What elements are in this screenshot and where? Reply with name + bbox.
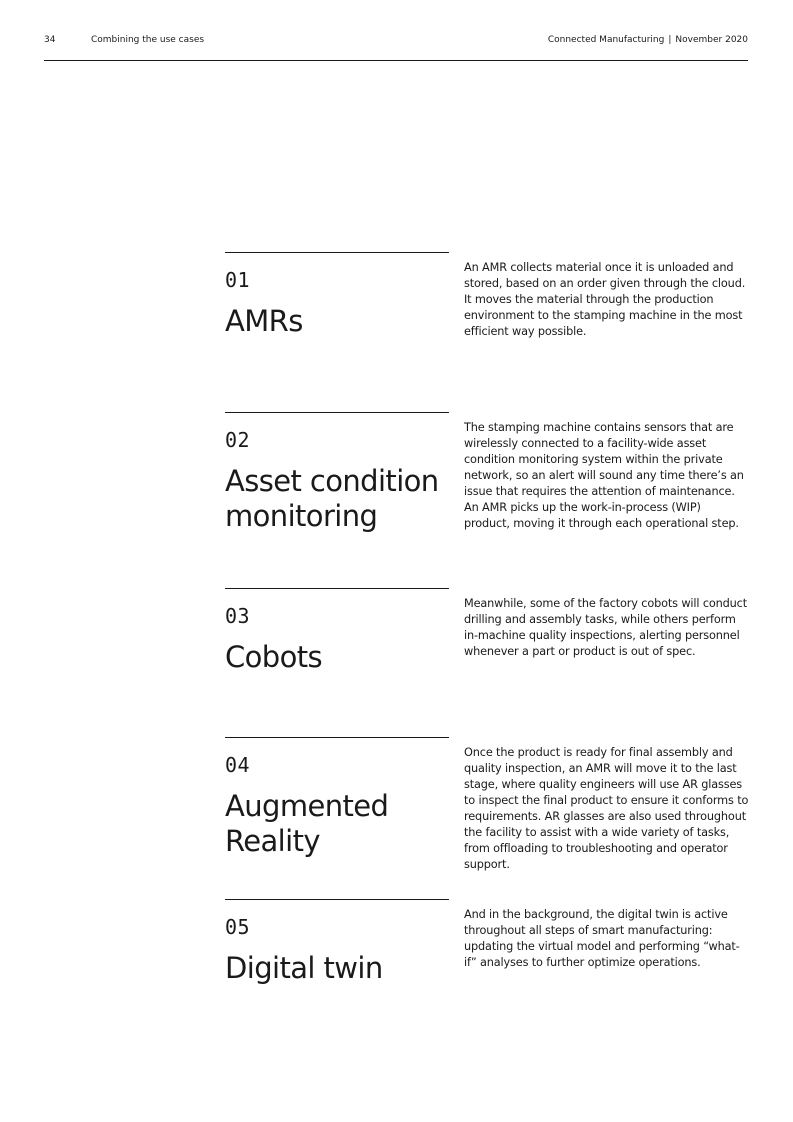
- use-case-description: The stamping machine contains sensors that are wirelessly connected to a facility-wide asset condition monitoring system within the private network, so an alert will sound any time there’s an issue that requires the attention of maintenance. An AMR picks up the work-in-process (WIP) product, moving it through each operational step.: [464, 421, 744, 531]
- use-case-title: Cobots: [225, 640, 323, 674]
- use-case-number: 04: [225, 753, 251, 777]
- divider: [225, 412, 449, 413]
- use-case-description: Meanwhile, some of the factory cobots will conduct drilling and assembly tasks, while others perform in-machine quality inspections, alerting personnel whenever a part or product is out of spec.: [464, 597, 748, 659]
- divider: [225, 588, 449, 589]
- publication-date: November 2020: [675, 35, 748, 45]
- page-header: [44, 30, 748, 61]
- use-case-number: 05: [225, 915, 251, 939]
- page-number: 34: [44, 35, 56, 45]
- divider: [225, 737, 449, 738]
- divider: [225, 252, 449, 253]
- divider: [225, 899, 449, 900]
- use-case-title: Digital twin: [225, 951, 383, 985]
- document-info: [548, 35, 748, 45]
- use-case-title: AMRs: [225, 304, 303, 338]
- use-case-number: 02: [225, 428, 251, 452]
- header-separator: |: [668, 35, 672, 45]
- publication-title: Connected Manufacturing: [547, 35, 665, 45]
- use-case-description: Once the product is ready for final assembly and quality inspection, an AMR will move it to the last stage, where quality engineers will use AR glasses to inspect the final product to ensure it conforms to requirements. AR glasses are also used throughout the facility to assist with a wide variety of tasks, from offloading to troubleshooting and operator support.: [464, 746, 749, 872]
- use-case-title: Asset condition monitoring: [225, 464, 439, 533]
- use-case-description: And in the background, the digital twin is active throughout all steps of smart manufacturing: updating the virtual model and performing “what-if” analyses to further optimize operations.: [464, 908, 740, 970]
- use-case-number: 03: [225, 604, 251, 628]
- use-case-title: Augmented Reality: [225, 789, 389, 858]
- use-case-number: 01: [225, 268, 251, 292]
- section-title: Combining the use cases: [91, 35, 205, 45]
- use-case-description: An AMR collects material once it is unloaded and stored, based on an order given through the cloud. It moves the material through the production environment to the stamping machine in the most efficient way possible.: [464, 261, 746, 339]
